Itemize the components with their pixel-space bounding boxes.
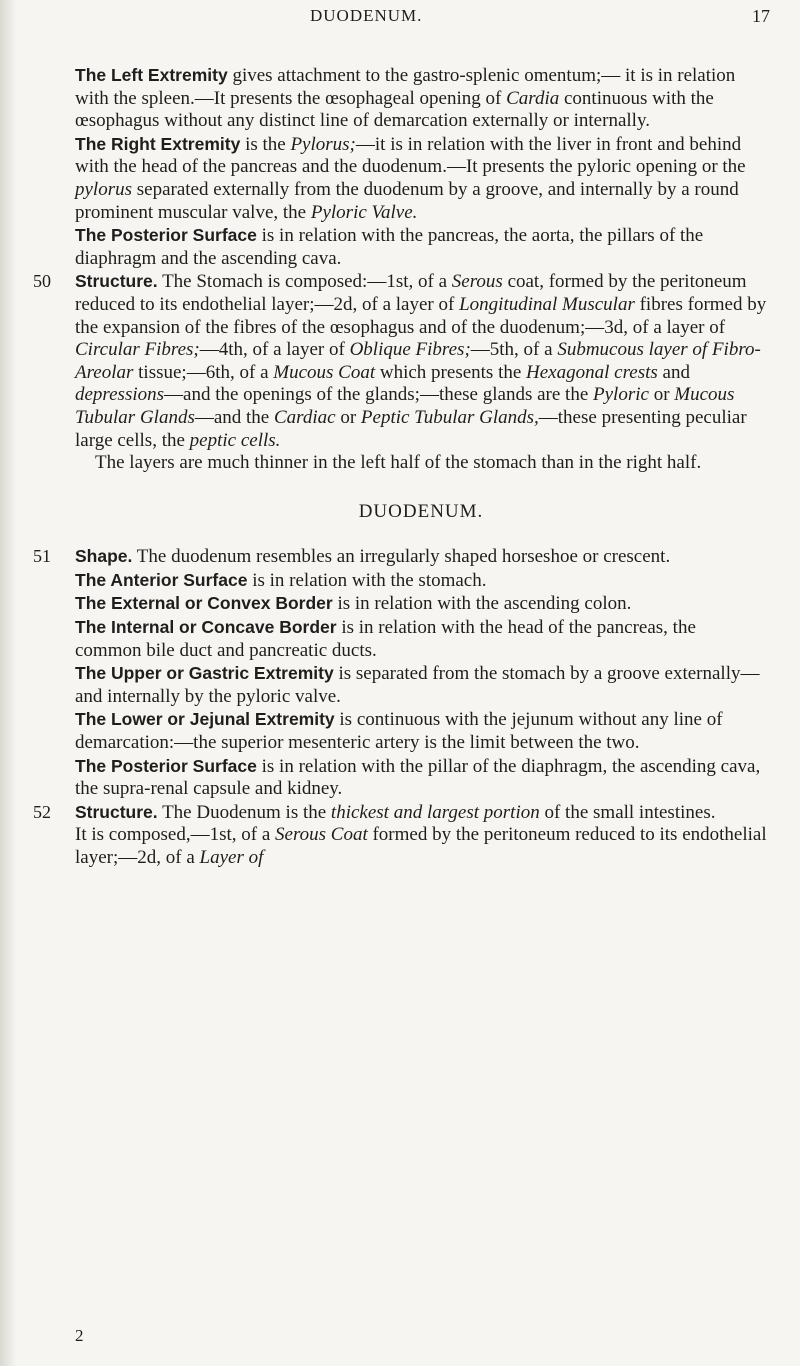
text-segment: —and the <box>194 406 274 428</box>
text-segment: The Duodenum is the <box>157 801 331 823</box>
italic-term: Hexagonal crests <box>526 361 658 383</box>
heading-posterior-surface: The Posterior Surface <box>75 755 257 776</box>
italic-term: Serous Coat <box>275 824 368 846</box>
heading-structure: Structure. <box>75 271 158 292</box>
heading-anterior-surface: The Anterior Surface <box>75 569 248 590</box>
paragraph-upper-extremity <box>75 662 767 708</box>
section-number-52: 52 <box>33 801 51 822</box>
italic-term: Longitudinal Muscular <box>459 293 635 315</box>
italic-term: Cardiac <box>274 406 336 428</box>
text-segment: It is composed,—1st, of a <box>75 824 276 846</box>
paragraph-shape <box>33 545 767 569</box>
italic-term: Pyloric Valve. <box>310 201 418 223</box>
text-segment: is separated from the stomach by a groove externally—and internally by the pyloric valve. <box>75 663 760 707</box>
text-segment: gives attachment to the gastro-splenic omentum;— it is in relation with the spleen.—It presents the œsophageal opening of <box>75 65 736 109</box>
heading-internal-border: The Internal or Concave Border <box>75 617 337 638</box>
italic-term: Mucous Tubular Glands <box>75 384 735 428</box>
italic-term: Pyloric <box>593 384 649 406</box>
text-segment: and <box>657 361 690 383</box>
paragraph-duodenum-structure <box>33 801 767 825</box>
text-segment: The duodenum resembles an irregularly shaped horseshoe or crescent. <box>132 546 671 568</box>
page-number: 17 <box>752 6 770 26</box>
text-segment: coat, formed by the peritoneum reduced to its endothelial layer;—2d, of a layer of <box>75 271 747 315</box>
paragraph-posterior-surface-duodenum <box>75 755 767 801</box>
text-segment: is the <box>240 133 291 155</box>
page-edge-shadow <box>0 0 16 1366</box>
section-number-50: 50 <box>33 271 51 292</box>
text-segment: tissue;—6th, of a <box>133 361 274 383</box>
text-segment: fibres formed by the expansion of the fibres of the œsophagus and of the duodenum;—3d, of a layer of <box>75 293 767 338</box>
paragraph-lower-extremity <box>75 708 767 754</box>
heading-lower-extremity: The Lower or Jejunal Extremity <box>75 709 335 730</box>
text-segment: is continuous with the jejunum without any line of demarcation:—the superior mesenteric artery is the limit between the two. <box>75 709 723 754</box>
text-segment: is in relation with the head of the pancreas, the common bile duct and pancreatic ducts. <box>75 617 696 661</box>
text-segment: —it is in relation with the liver in front and behind with the head of the pancreas and the duodenum.—It presents the pyloric opening or the <box>75 133 746 178</box>
paragraph-duodenum-composition <box>75 824 767 869</box>
italic-term: Oblique Fibres; <box>349 339 471 361</box>
text-segment: is in relation with the pillar of the diaphragm, the ascending cava, the supra-renal capsule and kidney. <box>75 755 761 800</box>
italic-term: Cardia <box>506 87 560 109</box>
text-segment: is in relation with the ascending colon. <box>332 593 632 615</box>
text-segment: continuous with the œsophagus without any distinct line of demarcation externally or internally. <box>75 87 714 132</box>
italic-term: depressions <box>75 384 165 406</box>
paragraph-stomach-structure <box>33 270 767 452</box>
italic-term: Serous <box>451 271 503 293</box>
text-segment: —and the openings of the glands;—these glands are the <box>164 384 594 406</box>
italic-term: Submucous layer of Fibro-Areolar <box>75 339 761 383</box>
text-segment: The Stomach is composed:—1st, of a <box>157 271 452 293</box>
heading-left-extremity: The Left Extremity <box>75 65 228 85</box>
running-head <box>0 6 800 30</box>
text-segment: —5th, of a <box>470 339 558 361</box>
text-segment: —these presenting peculiar large cells, the <box>75 406 747 451</box>
paragraph-anterior-surface <box>75 569 767 593</box>
section-number-51: 51 <box>33 546 51 567</box>
text-segment: —4th, of a layer of <box>199 339 350 361</box>
paragraph-layers-thinner <box>75 452 767 475</box>
signature-mark: 2 <box>75 1326 84 1345</box>
heading-posterior-surface: The Posterior Surface <box>75 225 257 246</box>
italic-term: peptic cells. <box>189 429 281 451</box>
paragraph-posterior-surface-stomach <box>75 224 767 270</box>
text-segment: separated externally from the duodenum by a groove, and internally by a round prominent muscular valve, the <box>75 178 739 223</box>
heading-shape: Shape. <box>75 546 133 567</box>
italic-term: Peptic Tubular Glands, <box>360 406 539 428</box>
italic-term: thickest and largest portion <box>330 801 540 823</box>
heading-external-border: The External or Convex Border <box>75 593 333 614</box>
paragraph-external-border <box>75 592 767 616</box>
heading-right-extremity: The Right Extremity <box>75 133 241 154</box>
heading-structure: Structure. <box>75 801 158 822</box>
text-segment: or <box>648 384 675 406</box>
text-segment: which presents the <box>375 361 527 383</box>
paragraph-internal-border <box>75 616 767 662</box>
running-head-title: DUODENUM. <box>310 6 423 25</box>
heading-upper-extremity: The Upper or Gastric Extremity <box>75 663 334 684</box>
paragraph-left-extremity <box>75 64 767 133</box>
text-segment: The layers are much thinner in the left half of the stomach than in the right half. <box>95 452 702 474</box>
italic-term: Pylorus; <box>290 133 356 155</box>
text-segment: or <box>335 406 361 428</box>
paragraph-right-extremity <box>75 133 767 224</box>
body-text <box>33 64 767 870</box>
text-segment: of the small intestines. <box>539 801 716 823</box>
italic-term: Mucous Coat <box>273 361 376 383</box>
text-segment: is in relation with the stomach. <box>247 569 487 591</box>
text-segment: formed by the peritoneum reduced to its endothelial layer;—2d, of a <box>75 824 767 868</box>
section-title-duodenum: DUODENUM. <box>358 500 484 522</box>
italic-term: Circular Fibres; <box>75 339 200 361</box>
italic-term: Layer of <box>199 847 264 868</box>
text-segment: is in relation with the pancreas, the aorta, the pillars of the diaphragm and the ascending cava. <box>75 225 704 269</box>
italic-term: pylorus <box>75 178 132 200</box>
